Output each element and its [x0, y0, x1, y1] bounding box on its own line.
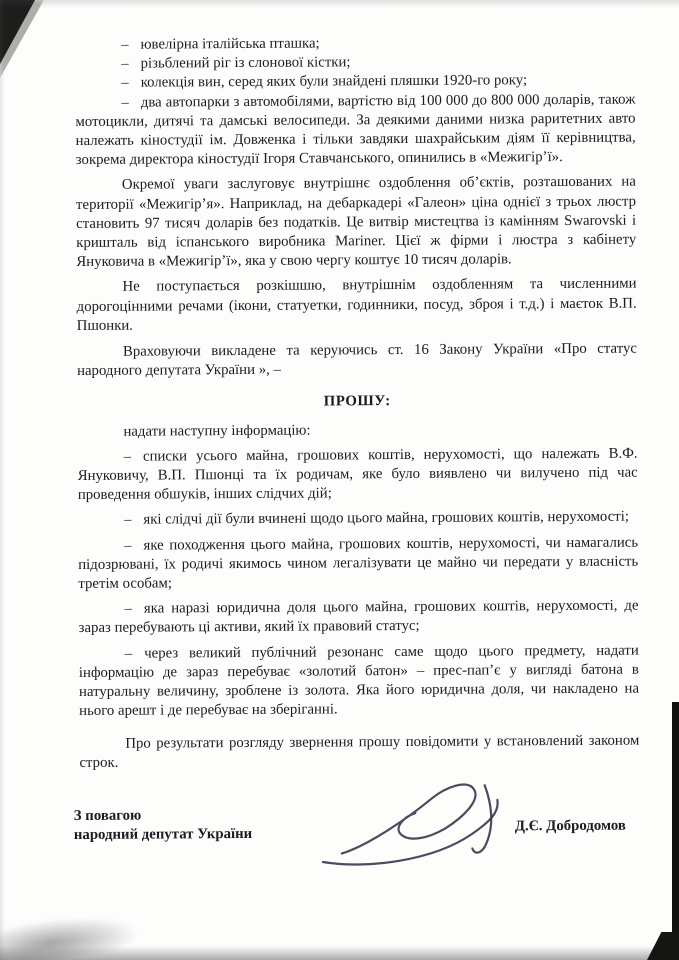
request-list-item	[78, 508, 638, 531]
scan-edge-bottom	[0, 946, 679, 960]
handwritten-signature	[317, 770, 530, 871]
signer-title: народний депутат України	[73, 826, 253, 844]
request-list-item	[79, 641, 639, 721]
signature-block	[73, 803, 640, 845]
inventory-list-item-text: різьблений ріг із слонової кістки;	[140, 54, 351, 72]
bullet-dash: –	[121, 36, 129, 53]
request-list-item	[78, 597, 638, 639]
salutation: З повагою	[73, 807, 142, 824]
bullet-dash: –	[123, 448, 132, 465]
paragraph-interior-decoration: Окремої уваги заслуговує внутрішнє оздоблення об’єктів, розташованих на території «Межигір’я». Наприклад, на дебаркадері «Галеон» ціна однієї з трьох люстр становить 97 тисяч доларів без податків. Це витвір мистецтва із камінням Swarovski і кришталь від іспанського виробника Mariner. Цієї ж фірми і люстра з кабінету Януковича в «Межигір’ї», яка у свою чергу коштує 10 тисяч доларів.	[75, 173, 637, 271]
request-list-item-text: яка наразі юридична доля цього майна, грошових коштів, нерухомості, де зараз перебувають ці активи, який їх правовий статус;	[78, 597, 639, 637]
inventory-list-item	[75, 90, 635, 170]
request-list-item	[78, 533, 638, 594]
paragraph-pshonka-estate: Не поступається розкішшю, внутрішнім оздобленням та численними дорогоцінними речами (ікони, статуетки, годинники, посуд, зброя і т.д.) і маєток В.П. Пшонки.	[76, 276, 637, 334]
bullet-dash: –	[124, 645, 133, 662]
bullet-dash: –	[121, 94, 129, 111]
inventory-list-item-text: ювелірна італійська пташка;	[140, 35, 320, 53]
inventory-list-item-text: два автопарки з автомобілями, вартістю від 100 000 до 800 000 доларів, також мотоцикли, дитячі та дамські велосипеди. За деякими даними низка раритетних авто належать кіностудії ім. Довженка і тільки завдяки шахрайським діям її керівництва, зокрема директора кіностудії Ігоря Ставчанського, опинились в «Межигір’ї».	[75, 91, 636, 169]
bullet-dash: –	[121, 55, 129, 72]
scan-edge-artifact-right	[672, 702, 679, 960]
bullet-dash: –	[121, 75, 129, 92]
request-heading: ПРОШУ:	[323, 393, 391, 410]
bullet-dash: –	[124, 537, 132, 554]
scan-edge-top	[0, 0, 679, 8]
closing-paragraph: Про результати розгляду звернення прошу повідомити у встановлений законом строк.	[79, 732, 640, 771]
bullet-dash: –	[124, 600, 132, 617]
request-list-item-text: через великий публічний резонанс саме щодо цього предмету, надати інформацію де зараз перебуває «золотий батон» – прес-пап’є у вигляді батона в натуральну величину, зроблене із золота. Яка його юридична доля, чи накладено на нього арешт і де перебуває на зберіганні.	[78, 642, 640, 720]
request-list-item-text: яке походження цього майна, грошових коштів, нерухомості, чи намагались підозрювані, їх родичі якимось чином легалізувати це майно чи передати у власність третім особам;	[78, 534, 639, 593]
signer-block-left	[74, 806, 252, 845]
bullet-dash: –	[123, 512, 132, 529]
request-list-item-text: які слідчі дії були вчинені щодо цього майна, грошових коштів, нерухомості;	[143, 509, 629, 529]
paragraph-legal-basis: Враховуючи викладене та керуючись ст. 16 Закону України «Про статус народного депутата України », –	[76, 340, 637, 380]
request-list-item-text: списки усього майна, грошових коштів, нерухомості, що належать В.Ф. Януковичу, В.П. Пшонці та їх родичам, яке було виявлено чи вилучено під час проведення обшуків, інших слідчих дій;	[77, 445, 638, 504]
inventory-list-item-text: колекція вин, серед яких були знайдені пляшки 1920-го року;	[140, 72, 528, 92]
letter-body	[75, 33, 640, 846]
request-list-item	[78, 444, 638, 505]
scan-corner-artifact-top-left	[0, 0, 35, 64]
scan-edge-left	[0, 0, 5, 960]
signer-name: Д.Є. Добродомов	[514, 817, 626, 835]
request-intro: надати наступну інформацію:	[123, 422, 311, 440]
